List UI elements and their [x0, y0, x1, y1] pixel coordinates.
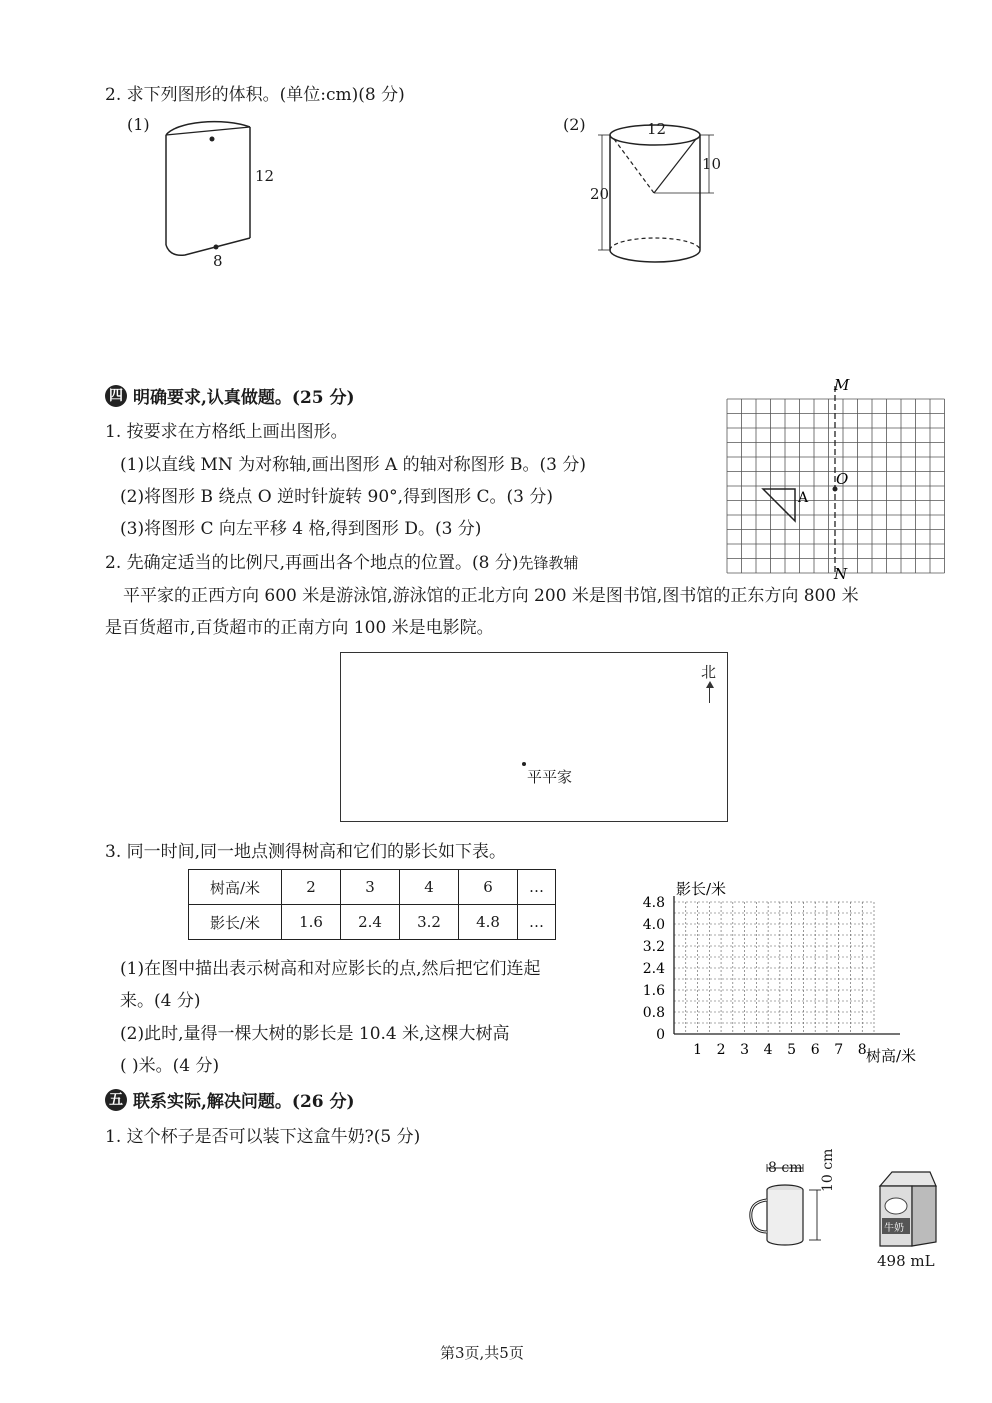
table-cell: 4.8	[459, 905, 518, 940]
section5-badge: 五	[105, 1089, 127, 1111]
chart-y-tick: 1.6	[642, 983, 665, 999]
table-cell: 2	[282, 870, 341, 905]
section4-badge: 四	[105, 385, 127, 407]
chart-x-tick: 5	[787, 1042, 797, 1058]
s4-q1-item2: (2)将图形 B 绕点 O 逆时针旋转 90°,得到图形 C。(3 分)	[120, 487, 553, 507]
s4-q1-title: 1. 按要求在方格纸上画出图形。	[105, 422, 348, 442]
home-label: 平平家	[527, 768, 573, 786]
table-row	[189, 870, 556, 905]
q2-title: 2. 求下列图形的体积。(单位:cm)(8 分)	[105, 85, 405, 105]
cup-height: 10 cm	[820, 1148, 836, 1192]
s5-q1-title: 1. 这个杯子是否可以装下这盒牛奶?(5 分)	[105, 1127, 421, 1147]
section5-title: 联系实际,解决问题。(26 分)	[133, 1092, 355, 1112]
north-arrowhead-icon	[706, 681, 714, 688]
label-m: M	[834, 378, 850, 394]
home-dot	[522, 762, 526, 766]
chart-x-tick: 4	[763, 1042, 773, 1058]
s4-q3-title: 3. 同一时间,同一地点测得树高和它们的影长如下表。	[105, 842, 507, 862]
table-cell: 4	[400, 870, 459, 905]
table-cell: 影长/米	[189, 905, 282, 940]
section4-header	[105, 383, 355, 408]
chart-y-tick: 4.0	[642, 917, 665, 933]
milk-label: 牛奶	[884, 1223, 904, 1234]
fig1-label: (1)	[127, 115, 150, 134]
fig1-height: 12	[255, 167, 275, 185]
section5-header	[105, 1087, 355, 1112]
s4-q2-title	[105, 546, 579, 580]
table-cell: 6	[459, 870, 518, 905]
chart-x-tick: 8	[857, 1042, 867, 1058]
table-cell: 1.6	[282, 905, 341, 940]
chart-xlabel: 树高/米	[866, 1047, 917, 1065]
cup-diameter: 8 cm	[768, 1160, 803, 1176]
shadow-chart[interactable]	[630, 870, 940, 1070]
label-o: O	[836, 470, 849, 488]
table-cell: …	[518, 905, 556, 940]
map-box[interactable]	[340, 652, 728, 822]
fig2-cone-depth: 10	[702, 155, 722, 173]
chart-x-tick: 1	[693, 1042, 702, 1058]
fig2-height: 20	[590, 185, 610, 203]
cylinder-cone-figure	[590, 115, 730, 275]
section4-title: 明确要求,认真做题。(25 分)	[133, 388, 355, 408]
s4-q3-sub1-line1: (1)在图中描出表示树高和对应影长的点,然后把它们连起	[120, 959, 541, 979]
chart-y-tick: 0	[656, 1027, 665, 1043]
chart-y-tick: 3.2	[642, 939, 665, 955]
fig2-diameter: 12	[647, 120, 667, 138]
s4-q3-sub1-line2: 来。(4 分)	[120, 991, 201, 1011]
half-cylinder-figure	[150, 105, 300, 275]
s4-q3-sub2-line1: (2)此时,量得一棵大树的影长是 10.4 米,这棵大树高	[120, 1024, 510, 1044]
milk-carton-icon	[872, 1168, 942, 1250]
chart-x-tick: 6	[810, 1042, 820, 1058]
milk-volume: 498 mL	[877, 1252, 935, 1270]
s4-q2-line1: 平平家的正西方向 600 米是游泳馆,游泳馆的正北方向 200 米是图书馆,图书馆的正东方向 800 米	[123, 586, 859, 606]
tree-shadow-table	[188, 869, 556, 940]
north-label: 北	[701, 663, 717, 681]
label-n: N	[834, 565, 848, 583]
symmetry-grid	[720, 378, 950, 583]
chart-x-tick: 2	[716, 1042, 726, 1058]
s4-q1-item1: (1)以直线 MN 为对称轴,画出图形 A 的轴对称图形 B。(3 分)	[120, 455, 587, 475]
page-footer: 第3页,共5页	[440, 1344, 524, 1362]
chart-y-tick: 0.8	[642, 1005, 665, 1021]
s4-q2-title-text: 2. 先确定适当的比例尺,再画出各个地点的位置。(8 分)	[105, 553, 519, 573]
table-cell: 树高/米	[189, 870, 282, 905]
chart-y-tick: 4.8	[642, 895, 665, 911]
fig1-diameter: 8	[213, 252, 223, 270]
figure-a-triangle	[763, 489, 795, 521]
chart-x-tick: 7	[834, 1042, 844, 1058]
chart-y-tick: 2.4	[642, 961, 665, 977]
chart-ylabel: 影长/米	[676, 880, 727, 898]
chart-x-tick: 3	[740, 1042, 750, 1058]
s4-q1-item3: (3)将图形 C 向左平移 4 格,得到图形 D。(3 分)	[120, 519, 482, 539]
table-cell: 2.4	[341, 905, 400, 940]
table-cell: …	[518, 870, 556, 905]
s4-q2-line2: 是百货超市,百货超市的正南方向 100 米是电影院。	[105, 618, 494, 638]
fig2-label: (2)	[563, 115, 586, 134]
table-row	[189, 905, 556, 940]
watermark: 先锋教辅	[518, 554, 579, 572]
label-a: A	[798, 490, 809, 506]
table-cell: 3.2	[400, 905, 459, 940]
table-cell: 3	[341, 870, 400, 905]
s4-q3-sub2-line2: ( )米。(4 分)	[120, 1056, 220, 1076]
